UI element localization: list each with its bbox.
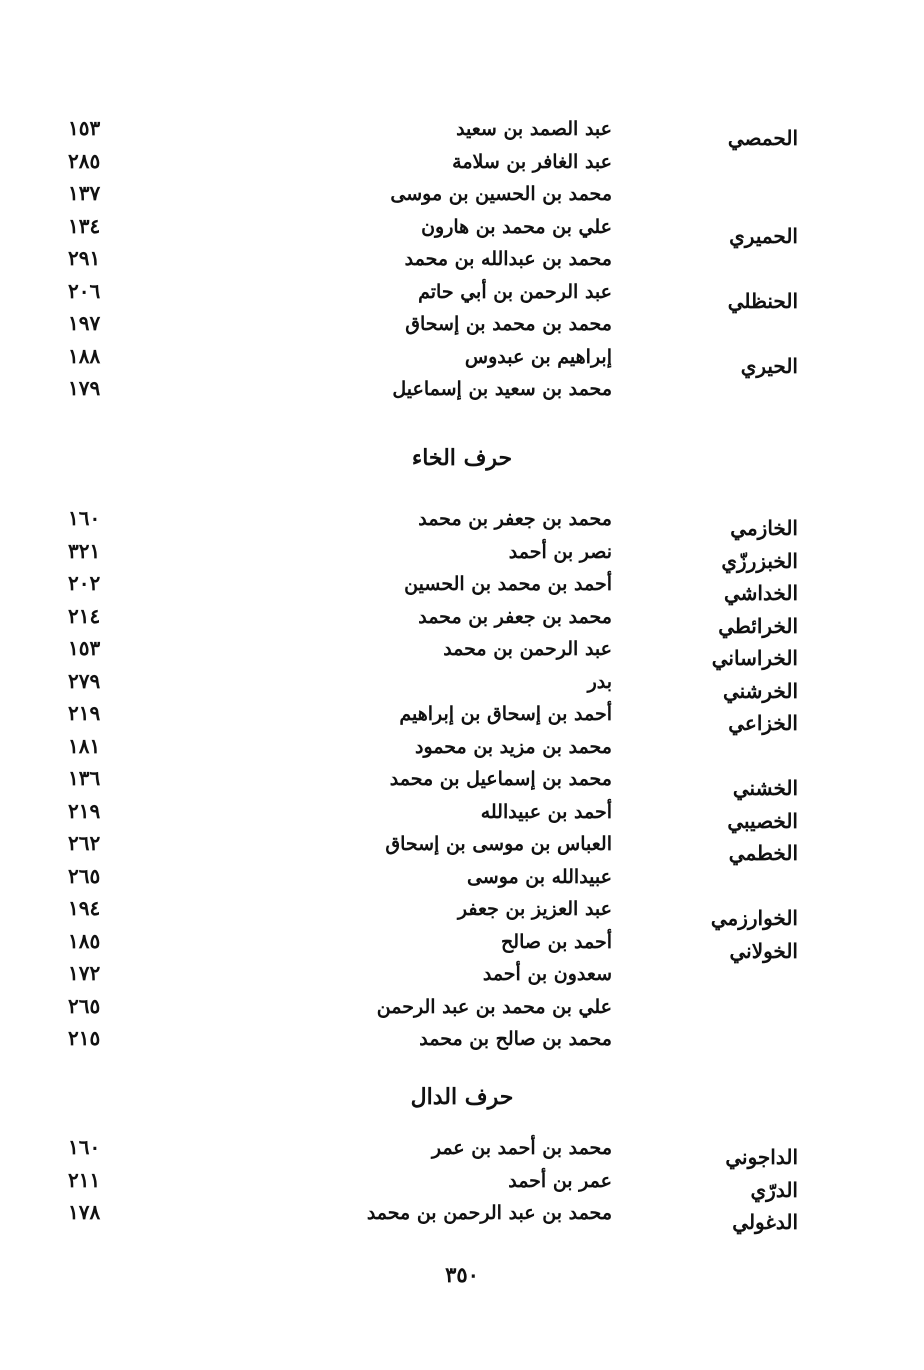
page-reference: ٢٠٦ <box>68 278 101 303</box>
index-row <box>0 768 924 801</box>
narrator-name: محمد بن صالح بن محمد <box>419 1028 612 1050</box>
page-reference: ١٩٧ <box>68 311 101 335</box>
index-row <box>0 733 924 769</box>
narrator-name: عبد الغافر بن سلامة <box>452 150 612 173</box>
narrator-name: محمد بن الحسين بن موسى <box>390 183 612 205</box>
nisba-label: الخرائطي <box>718 613 798 638</box>
index-row <box>0 668 924 704</box>
section-heading-dal: حرف الدال <box>410 1084 514 1110</box>
nisba-label: الدرّي <box>750 1177 798 1202</box>
index-row <box>0 573 924 606</box>
nisba-label: الحيري <box>740 353 798 378</box>
narrator-name: بدر <box>587 670 612 693</box>
section-dal <box>0 1137 924 1235</box>
page-reference: ١٦٠ <box>68 1135 101 1159</box>
index-row <box>0 603 924 639</box>
index-row <box>0 508 924 541</box>
index-row <box>0 343 924 379</box>
nisba-label: الخوارزمي <box>710 906 798 930</box>
page-reference: ٣٢١ <box>68 538 101 563</box>
narrator-name: علي بن محمد بن هارون <box>421 215 612 238</box>
page-reference: ٢١٤ <box>68 603 101 628</box>
narrator-name: محمد بن جعفر بن محمد <box>418 508 612 530</box>
narrator-name: محمد بن أحمد بن عمر <box>431 1137 612 1159</box>
narrator-name: محمد بن إسماعيل بن محمد <box>389 768 612 790</box>
index-row <box>0 993 924 1029</box>
narrator-name: عبد العزيز بن جعفر <box>457 898 612 920</box>
nisba-label: الخصيبي <box>727 808 798 833</box>
section-kha <box>0 508 924 1061</box>
page-reference: ١٧٢ <box>68 961 101 985</box>
page-reference: ٢٩١ <box>68 246 101 270</box>
narrator-name: محمد بن عبدالله بن محمد <box>404 248 612 270</box>
index-row <box>0 928 924 964</box>
narrator-name: أحمد بن صالح <box>501 930 612 953</box>
page-reference: ٢٧٩ <box>68 668 101 693</box>
nisba-label: الخشني <box>732 776 798 800</box>
index-row <box>0 118 924 151</box>
nisba-label: الداجوني <box>725 1145 798 1169</box>
index-row <box>0 833 924 866</box>
narrator-name: محمد بن سعيد بن إسماعيل <box>392 378 612 400</box>
page-reference: ١٩٤ <box>68 896 101 920</box>
index-row <box>0 538 924 574</box>
index-row <box>0 863 924 899</box>
narrator-name: عبد الصمد بن سعيد <box>456 118 612 140</box>
nisba-label: الخراساني <box>711 646 798 670</box>
narrator-name: عمر بن أحمد <box>508 1169 612 1192</box>
page-reference: ٢١٩ <box>68 798 101 823</box>
page-reference: ١٧٩ <box>68 376 101 400</box>
index-row <box>0 378 924 411</box>
narrator-name: محمد بن محمد بن إسحاق <box>405 313 612 335</box>
nisba-label: الخرشني <box>722 678 798 703</box>
page-reference: ١٧٨ <box>68 1200 101 1224</box>
narrator-name: سعدون بن أحمد <box>482 963 612 985</box>
section-heading-kha: حرف الخاء <box>411 445 513 471</box>
nisba-label: الخطمي <box>728 841 798 865</box>
page-reference: ١٨١ <box>68 733 101 758</box>
narrator-name: عبد الرحمن بن أبي حاتم <box>418 280 612 303</box>
index-row <box>0 1167 924 1203</box>
nisba-label: الحنظلي <box>727 288 798 313</box>
index-row <box>0 798 924 834</box>
nisba-label: الخزاعي <box>728 711 798 735</box>
page-reference: ٢٦٥ <box>68 863 101 888</box>
footer-page-number: ٣٥٠ <box>445 1262 479 1287</box>
narrator-name: عبيدالله بن موسى <box>466 865 612 888</box>
nisba-label: الحمصي <box>727 126 798 150</box>
narrator-name: محمد بن جعفر بن محمد <box>418 605 612 628</box>
section-ha-continued <box>0 118 924 411</box>
narrator-name: إبراهيم بن عبدوس <box>464 345 612 368</box>
narrator-name: أحمد بن إسحاق بن إبراهيم <box>399 703 612 725</box>
index-row <box>0 703 924 736</box>
index-row <box>0 278 924 314</box>
index-row <box>0 248 924 281</box>
page-reference: ١٣٦ <box>68 766 101 790</box>
narrator-name: محمد بن مزيد بن محمود <box>415 735 612 758</box>
narrator-name: محمد بن عبد الرحمن بن محمد <box>366 1202 612 1224</box>
page-reference: ١٨٨ <box>68 343 101 368</box>
nisba-label: الخداشي <box>723 581 798 605</box>
index-row <box>0 1028 924 1061</box>
narrator-name: أحمد بن عبيدالله <box>480 800 612 823</box>
narrator-name: نصر بن أحمد <box>508 540 612 563</box>
index-row <box>0 898 924 931</box>
narrator-name: علي بن محمد بن عبد الرحمن <box>376 995 612 1018</box>
page-reference: ٢٨٥ <box>68 148 101 173</box>
page-reference: ١٣٧ <box>68 181 101 205</box>
page-reference: ١٨٥ <box>68 928 101 953</box>
page-reference: ٢١١ <box>68 1167 101 1192</box>
index-row <box>0 1137 924 1170</box>
nisba-label: الخبزرزّي <box>721 548 798 573</box>
index-row <box>0 638 924 671</box>
page-reference: ٢١٩ <box>68 701 101 725</box>
index-row <box>0 213 924 249</box>
page-reference: ١٥٣ <box>68 116 101 140</box>
page-reference: ٢١٥ <box>68 1026 101 1050</box>
index-row <box>0 183 924 216</box>
page-reference: ٢٦٥ <box>68 993 101 1018</box>
narrator-name: أحمد بن محمد بن الحسين <box>404 573 612 595</box>
narrator-name: عبد الرحمن بن محمد <box>443 638 612 660</box>
nisba-label: الخولاني <box>729 938 798 963</box>
nisba-label: الحميري <box>729 223 798 248</box>
page-reference: ٢٠٢ <box>68 571 101 595</box>
narrator-name: العباس بن موسى بن إسحاق <box>385 833 612 855</box>
index-row <box>0 1202 924 1235</box>
page-reference: ٢٦٢ <box>68 831 101 855</box>
index-row <box>0 963 924 996</box>
index-row <box>0 313 924 346</box>
page-reference: ١٣٤ <box>68 213 101 238</box>
nisba-label: الخازمي <box>730 516 798 540</box>
page-reference: ١٦٠ <box>68 506 101 530</box>
nisba-label: الدغولي <box>732 1210 798 1234</box>
index-row <box>0 148 924 184</box>
page-reference: ١٥٣ <box>68 636 101 660</box>
